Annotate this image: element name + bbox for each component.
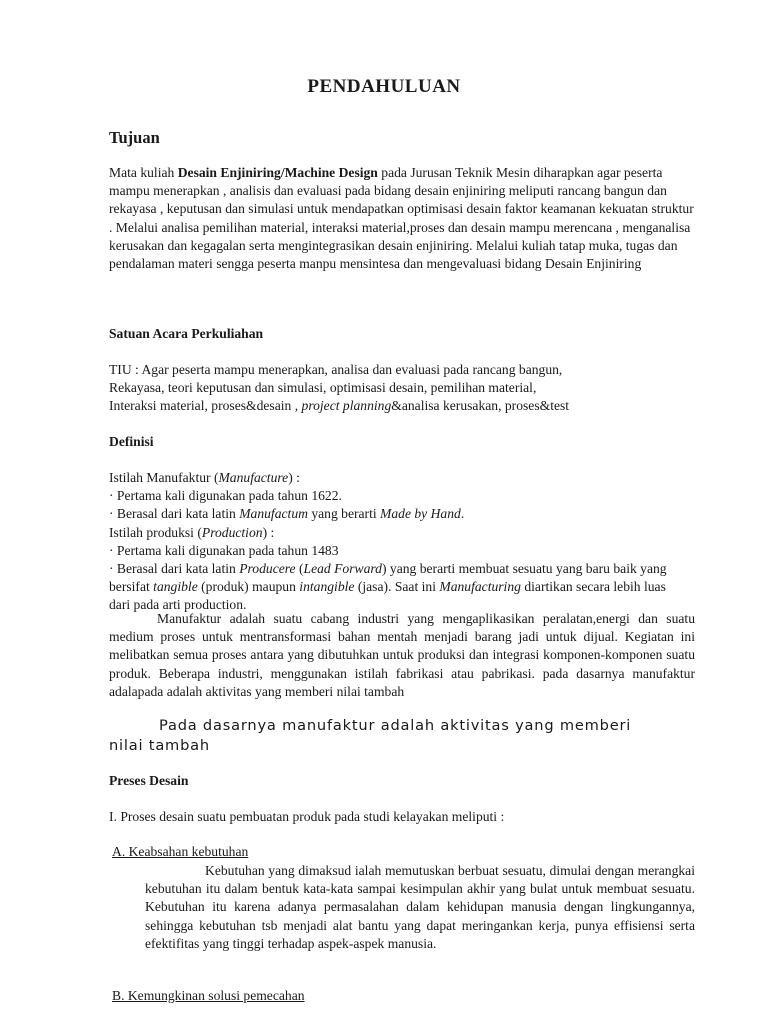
proses-intro: I. Proses desain suatu pembuatan produk pada studi kelayakan meliputi : [109, 809, 505, 824]
highlight-statement: Pada dasarnya manufaktur adalah aktivitas yang memberi nilai tambah [109, 717, 632, 754]
paragraph-a: Kebutuhan yang dimaksud ialah memutuskan berbuat sesuatu, dimulai dengan merangkai kebutuhan itu dalam bentuk kata-kata sampai kesimpulan akhir yang bulat untuk membuat sesuatu. Kebutuhan itu karena adanya permasalahan dalam kehidupan manusia dengan lingkungannya, sehingga kebutuhan tsb menjadi alat bantu yang dapat meringankan kerja, punya effisiensi serta efektifitas yang tinggi terhadap aspek-aspek manusia. [145, 863, 695, 951]
heading-proses-desain: Preses Desain [109, 773, 189, 788]
bullet-producere: · Berasal dari kata latin Producere (Lead Forward) yang berarti membuat sesuatu yang baru baik yang bersifat tangible (produk) maupun intangible (jasa). Saat ini Manufacturing diartikan secara lebih luas dari pada arti production. [109, 561, 667, 613]
heading-tujuan: Tujuan [109, 128, 160, 147]
definisi-list [109, 469, 689, 615]
heading-definisi: Definisi [109, 434, 154, 449]
bullet-manufactum: · Berasal dari kata latin Manufactum yang berarti Made by Hand. [109, 506, 465, 522]
subheading-a: A. Keabsahan kebutuhan [112, 844, 249, 859]
paragraph-tujuan: Mata kuliah Desain Enjiniring/Machine Design pada Jurusan Teknik Mesin diharapkan agar peserta mampu menerapkan , analisis dan evaluasi pada bidang desain enjiniring meliputi rancang bangun dan rekayasa , keputusan dan simulasi untuk mendapatkan optimisasi desain faktor keamanan kekuatan struktur . Melalui analisa pemilihan material, interaksi material,proses dan desain mampu merencana , menganalisa kerusakan dan kegagalan serta mengintegrasikan desain enjiniring. Melalui kuliah tatap muka, tugas dan pendalaman materi sengga peserta manpu mensintesa dan mengevaluasi bidang Desain Enjiniring [109, 165, 694, 272]
sap-line-3: Interaksi material, proses&desain , project planning&analisa kerusakan, proses&test [109, 398, 570, 414]
sap-line-1: TIU : Agar peserta mampu menerapkan, analisa dan evaluasi pada rancang bangun, [109, 362, 563, 377]
sap-line-2: Rekayasa, teori keputusan dan simulasi, optimisasi desain, pemilihan material, [109, 380, 537, 396]
course-name: Desain Enjiniring/Machine Design [177, 165, 378, 180]
page-title: PENDAHULUAN [307, 76, 461, 97]
paragraph-sap [109, 361, 729, 416]
paragraph-manufaktur: Manufaktur adalah suatu cabang industri yang mengaplikasikan peralatan,energi dan suatu medium proses untuk mentransformasi bahan mentah menjadi barang jadi untuk dijual. Kegiatan ini melibatkan semua proses antara yang dibutuhkan untuk produksi dan integrasi komponen-komponen suatu produk. Beberapa industri, menggunakan istilah fabrikasi atau pabrikasi. pada dasarnya manufaktur adalapada adalah aktivitas yang memberi nilai tambah [109, 611, 695, 699]
istilah-manufaktur: Istilah Manufaktur (Manufacture) : [109, 470, 300, 485]
bullet-1483: · Pertama kali digunakan pada tahun 1483 [109, 542, 339, 558]
istilah-produksi: Istilah produksi (Production) : [109, 524, 275, 540]
subheading-b: B. Kemungkinan solusi pemecahan [112, 988, 305, 1003]
heading-sap: Satuan Acara Perkuliahan [109, 326, 264, 341]
bullet-1622: · Pertama kali digunakan pada tahun 1622. [109, 488, 342, 504]
